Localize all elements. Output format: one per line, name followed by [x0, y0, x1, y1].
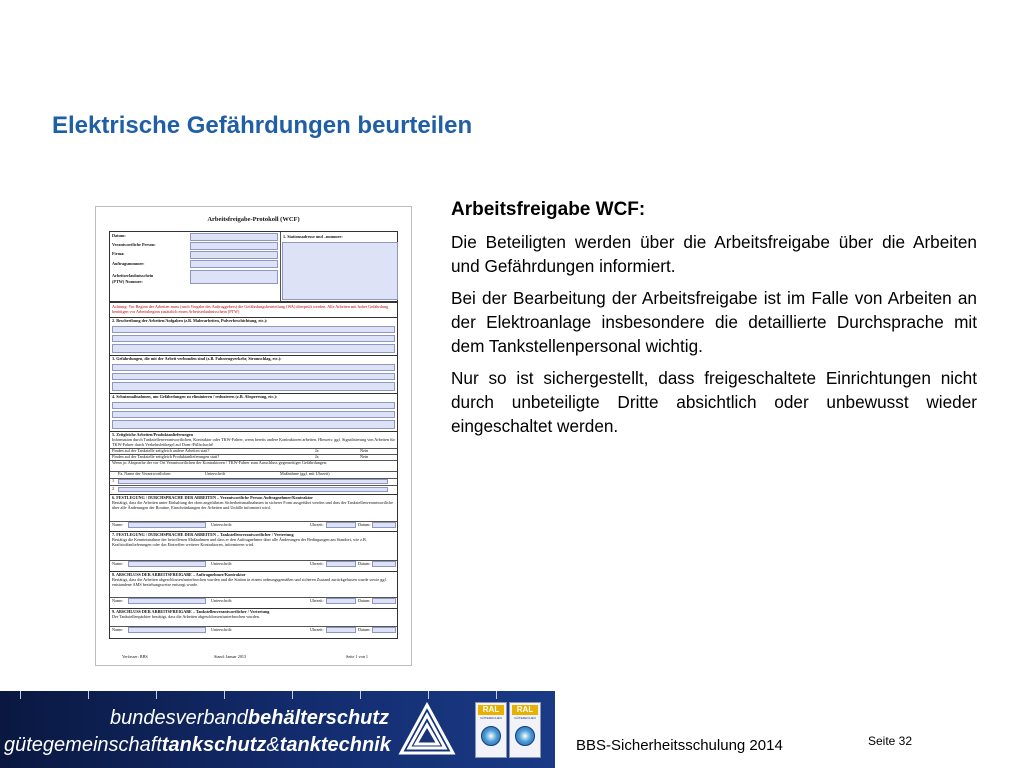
form-label-firma: Firma: — [112, 251, 125, 256]
seal-icon — [515, 726, 535, 746]
form-header-block — [109, 231, 398, 302]
form-section-gefaehrdungen: 3. Gefährdungen, die mit der Arbeit verbunden sind (z.B. Fahrzeugverkehr, Stromschlag, etc.): — [109, 356, 398, 394]
content-paragraph: Nur so ist sichergestellt, dass freigeschaltete Einrichtungen nicht durch unbeteiligte Dritte absichtlich oder unbewusst wieder eingeschaltet werden. — [451, 368, 977, 436]
form-field-auftrag — [190, 260, 278, 268]
form-section-festlegung-kontraktor: 6. FESTLEGUNG / DURCHSPRACHE DER ARBEITEN – Verantwortliche Person Auftragnehmer/Kontraktor Bestätigt, dass die Arbeiten unter Einhaltung der oben angeführten Sicherheitsmaßnahmen in sicherer Form ausgeführt werden und dass der Tankstellenverantwortliche über alle Änderungen der Routine, Einschränkungen der Arbeiten und Unfälle informiert wird. Name: Unterschrift: Uhrzeit: Datum: — [109, 495, 398, 532]
form-label-arbeitserlaubnisschein: Arbeitserlaubnisschein — [112, 273, 154, 278]
ral-seal-badge: RAL GÜTEZEICHEN — [509, 702, 541, 758]
form-section-beschreibung: 2. Beschreibung der Arbeiten/Aufgaben (z.B. Malerarbeiten, Pulverbeschichtung, etc.): — [109, 318, 398, 356]
form-field-ptw — [190, 270, 278, 284]
form-label-datum: Datum: — [112, 233, 126, 238]
footer-tick-marks — [0, 691, 555, 699]
org-name-line-2: gütegemeinschafttankschutz&tanktechnik — [4, 734, 391, 756]
form-section-schutzmassnahmen: 4. Schutzmaßnahmen, um Gefährdungen zu eliminieren / reduzieren (z.B. Absperrung, etc.): — [109, 394, 398, 432]
form-warning-note: Achtung: Vor Beginn der Arbeiten muss (nach Vorgabe des Auftraggebers) die Gefährdungsbeurteilung (WA) überprüft werden. Alle Arbeiten mit hoher Gefährdung benötigen vor Arbeitsbeginn zusätzlich einen Arbeitserlaubnisschein (PTW) — [109, 302, 398, 318]
form-field-firma — [190, 251, 278, 259]
form-footer-verfasser: Verfasser: BBS — [122, 654, 148, 659]
org-name-line-1: bundesverbandbehälterschutz — [110, 707, 390, 729]
form-footer-stand: Stand: Januar 2013 — [214, 654, 247, 659]
form-section-abschluss-kontraktor: 8. ABSCHLUSS DER ARBEITSFREIGABE – Auftragnehmer/Kontraktor Bestätigt, dass die Arbeiten abgeschlossen/unterbrochen wurden und die Station in einem ordnungsgemäßen und sicheren Zustand zurückgelassen wurde sowie ggf. entstandene AMS beziehungsweise entsorgt wurde. Name: Unterschrift: Uhrzeit: Datum: — [109, 572, 398, 609]
content-paragraph: Bei der Bearbeitung der Arbeitsfreigabe ist im Falle von Arbeiten an der Elektroanlage insbesondere die detaillierte Durchsprache mit dem Tankstellenpersonal wichtig. — [451, 288, 977, 356]
triangle-logo-icon — [397, 701, 457, 761]
form-label-stationsadresse: 1. Stationsadresse und –nummer: — [283, 234, 343, 239]
content-text — [451, 198, 977, 446]
page-number: Seite 32 — [868, 734, 913, 748]
form-section-abschluss-tankstelle: 9. ABSCHLUSS DER ARBEITSFREIGABE – Tankstellenverantwortlicher / Vertretung Der Tankstellenpächter bestätigt, dass die Arbeiten abgeschlossen/unterbrochen wurden. Name: Unterschrift: Uhrzeit: Datum: — [109, 609, 398, 639]
form-field-station — [282, 242, 398, 300]
form-label-ptw-nummer: (PTW) Nummer: — [112, 279, 143, 284]
form-label-verantwortliche-person: Verantwortliche Person: — [112, 242, 156, 247]
form-label-auftragsnummer: Auftragsnummer: — [112, 261, 145, 266]
content-heading: Arbeitsfreigabe WCF: — [451, 199, 646, 220]
form-field-datum — [190, 233, 278, 241]
content-paragraph: Die Beteiligten werden über die Arbeitsfreigabe über die Arbeiten und Gefährdungen informiert. — [451, 232, 977, 276]
presentation-title: BBS-Sicherheitsschulung 2014 — [576, 737, 783, 754]
form-title: Arbeitsfreigabe-Protokoll (WCF) — [207, 216, 300, 223]
seal-icon — [481, 726, 501, 746]
form-field-person — [190, 242, 278, 250]
form-document-image — [95, 206, 412, 666]
form-footer-seite: Seite 1 von 1 — [346, 654, 368, 659]
ral-seal-badge: RAL GÜTEZEICHEN — [475, 702, 507, 758]
form-section-festlegung-tankstelle: 7. FESTLEGUNG / DURCHSPRACHE DER ARBEITEN – Tankstellenverantwortlicher / Vertretung Bestätigt die Kenntnisnahme der betroffenen Maßnahmen und dass er den Auftragnehmer über alle Änderungen der Bedingungen am Standort, wie z.B. Kraftstoffanlieferungen oder das Eintreffen weiterer Kontraktoren, informieren wird. Name: Unterschrift: Uhrzeit: Datum: — [109, 532, 398, 572]
form-section-zeitgleiche-arbeiten: 5. Zeitgleiche Arbeiten/Produktanlieferungen Information durch Tankstellenverantwortlichen, Kontraktor oder TKW-Fahrer, wenn bereits andere Kontraktoren arbeiten. Hinweis: ggf. Signalisierung von Arbeiten für TKW-Fahrer durch Verkehrsleitkegel auf Dom-/Füllschacht! Finden auf der Tankstelle zeitgleich andere Arbeiten statt? Ja Nein Finden auf der Tankstelle zeitgleich Produktanlieferungen statt? Ja Nein Wenn ja: Absprache der vor Ort Verantwortlichen der Kontraktoren / TKW-Fahrer zum Ausschluss gegenseitiger Gefährdungen: Fa. Name der Verantwortlichen Unterschrift Maßnahme (ggf. mit Uhrzeit) 1 2 — [109, 432, 398, 495]
slide-title: Elektrische Gefährdungen beurteilen — [52, 112, 473, 139]
